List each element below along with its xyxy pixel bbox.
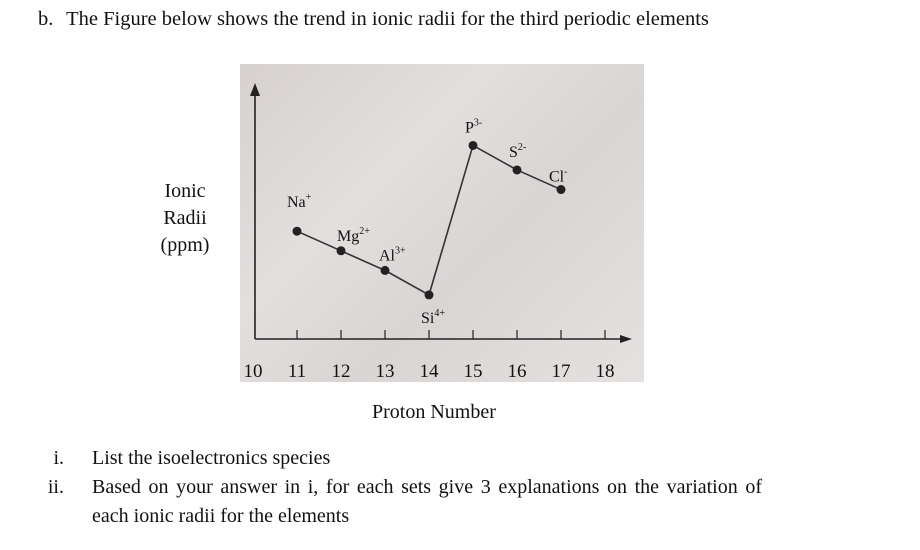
ion-label bbox=[509, 142, 526, 161]
ion-symbol: P bbox=[465, 119, 474, 137]
question-label: b. bbox=[38, 8, 54, 30]
ion-charge: 4+ bbox=[434, 307, 445, 319]
sub-question-text: List the isoelectronics species bbox=[92, 447, 331, 469]
data-point bbox=[469, 141, 478, 150]
x-tick-label: 10 bbox=[243, 361, 263, 382]
data-point bbox=[425, 290, 434, 299]
x-tick-label: 16 bbox=[507, 361, 527, 382]
data-point bbox=[381, 266, 390, 275]
chart-figure bbox=[240, 64, 644, 382]
x-axis-title: Proton Number bbox=[372, 401, 496, 423]
ion-symbol: Na bbox=[287, 194, 306, 212]
ion-symbol: Si bbox=[421, 309, 435, 327]
data-point bbox=[293, 227, 302, 236]
x-tick-label: 12 bbox=[331, 361, 351, 382]
x-tick-label: 15 bbox=[463, 361, 483, 382]
data-point bbox=[337, 246, 346, 255]
series-line bbox=[297, 145, 561, 294]
sub-question-text: Based on your answer in i, for each sets give 3 explanations on the variation of each ionic radii for the elements bbox=[92, 476, 762, 527]
x-tick-label: 17 bbox=[551, 361, 571, 382]
ion-charge: - bbox=[564, 166, 568, 178]
ion-label bbox=[287, 192, 312, 211]
ion-label bbox=[465, 117, 482, 136]
sub-question-number: i. bbox=[53, 447, 64, 469]
sub-question-number: ii. bbox=[47, 476, 64, 498]
y-axis-title bbox=[150, 178, 220, 259]
data-point bbox=[513, 165, 522, 174]
ion-charge: 2+ bbox=[359, 225, 370, 237]
x-tick-label: 18 bbox=[595, 361, 615, 382]
ion-symbol: Mg bbox=[337, 227, 360, 245]
y-axis-title-line: Ionic bbox=[164, 180, 206, 202]
x-tick-label: 14 bbox=[419, 361, 439, 382]
question-text: The Figure below shows the trend in ionic radii for the third periodic elements bbox=[66, 8, 709, 30]
ion-symbol: Al bbox=[379, 247, 395, 265]
ion-symbol: Cl bbox=[549, 168, 565, 186]
y-axis-title-line: Radii bbox=[163, 207, 207, 229]
ion-charge: + bbox=[305, 192, 312, 204]
question-heading bbox=[38, 8, 709, 31]
ion-charge: 2- bbox=[517, 141, 527, 153]
ionic-radii-chart bbox=[240, 64, 644, 382]
ion-label bbox=[379, 245, 406, 264]
ion-label bbox=[337, 226, 370, 245]
ion-label bbox=[421, 308, 445, 327]
ion-label bbox=[549, 167, 567, 186]
ion-symbol: S bbox=[509, 143, 518, 161]
x-axis-arrow-icon bbox=[620, 335, 632, 343]
x-tick-label: 11 bbox=[287, 361, 307, 382]
x-tick-label: 13 bbox=[375, 361, 395, 382]
ion-charge: 3+ bbox=[395, 245, 406, 257]
y-axis-arrow-icon bbox=[250, 83, 260, 96]
ion-charge: 3- bbox=[473, 117, 483, 129]
data-point bbox=[557, 185, 566, 194]
y-axis-title-line: (ppm) bbox=[160, 234, 210, 256]
